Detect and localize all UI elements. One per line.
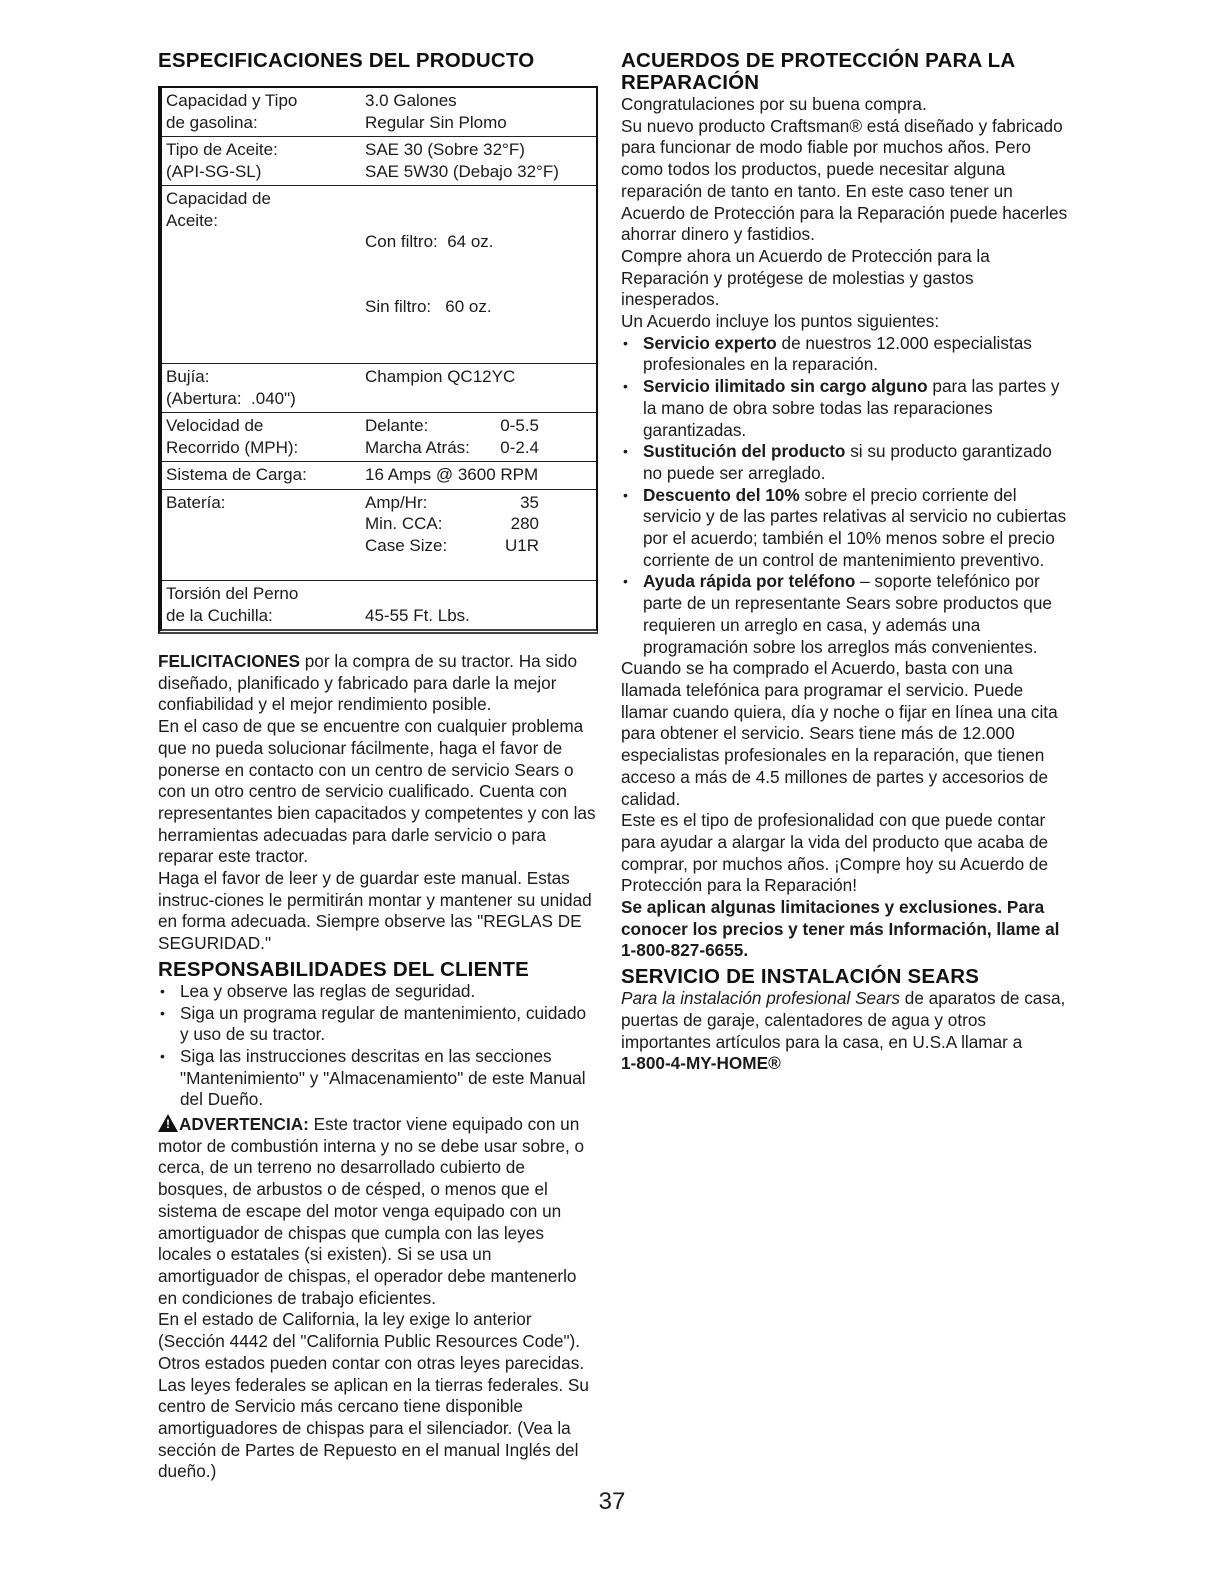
protection-title: ACUERDOS DE PROTECCIÓN PARA LA REPARACIÓN [621, 49, 1015, 94]
service-paragraph: En el caso de que se encuentre con cualquier problema que no pueda solucionar fácilmente, haga el favor de ponerse en contacto con un centro de servicio Sears o con un otro centro de servicio cualificado. Cuenta con representantes bien capacitados y competentes y con las herramientas adecuadas para darle servicio o para reparar este tractor. [158, 716, 596, 867]
spec-row-battery: Batería: Amp/Hr: 35 Min. CCA: 280 Case Size: U1R [162, 490, 596, 582]
manual-paragraph: Haga el favor de leer y de guardar este manual. Estas instruc-ciones le permitirán montar y mantener su unidad en forma adecuada. Siempre observe las "REGLAS DE SEGURIDAD." [158, 868, 592, 954]
warning-paragraph: ! ADVERTENCIA: Este tractor viene equipado con un motor de combustión interna y no se debe usar sobre, o cerca, de un terreno no desarrollado cubierto de bosques, de arbustos o de césped, o menos que el sistema de escape del motor venga equipado con un amortiguador de chispas que cumpla con las leyes locales o estatales (si existen). Si se usa un amortiguador de chispas, el operador debe mantenerlo en condiciones de trabajo eficientes. [158, 1114, 585, 1308]
california-paragraph: En el estado de California, la ley exige lo anterior (Sección 4442 del "California Public Resources Code"). Otros estados pueden contar con otras leyes parecidas. Las leyes federales se aplican en la tierras federales. Su centro de Servicio más cercano tiene disponible amortiguadores de chispas para el silenciador. (Vea la sección de Partes de Repuesto en el manual Inglés del dueño.) [158, 1309, 589, 1482]
list-item: • Siga las instrucciones descritas en las secciones "Mantenimiento" y "Almacenamiento" de este Manual del Dueño. [158, 1046, 596, 1111]
installation-paragraph: Para la instalación profesional Sears de aparatos de casa, puertas de garaje, calentadores de agua y otros importantes artículos para la casa, en U.S.A llamar a 1-800-4-MY-HOME® [621, 988, 1066, 1074]
responsibilities-list [158, 981, 596, 1111]
limitations-note: Se aplican algunas limitaciones y exclusiones. Para conocer los precios y tener más Información, llame al 1-800-827-6655. [621, 897, 1060, 961]
installation-phone: 1-800-4-MY-HOME® [621, 1053, 781, 1074]
list-item: • Siga un programa regular de mantenimiento, cuidado y uso de su tractor. [158, 1003, 596, 1046]
warning-label: ADVERTENCIA: [179, 1114, 309, 1135]
page-number: 37 [598, 1488, 626, 1515]
intro-paragraph: FELICITACIONES por la compra de su tractor. Ha sido diseñado, planificado y fabricado para darle la mejor confiabilidad y el mejor rendimiento posible. [158, 651, 578, 715]
spec-row-oil-capacity: Capacidad de Aceite: Con filtro: 64 oz. Sin filtro: 60 oz. [162, 186, 596, 364]
installation-title: SERVICIO DE INSTALACIÓN SEARS [621, 965, 980, 989]
spec-title: ESPECIFICACIONES DEL PRODUCTO [158, 49, 535, 72]
list-item: • Descuento del 10% sobre el precio corriente del servicio y de las partes relativas al servicio no cubiertas por el acuerdo; también el 10% menos sobre el precio corriente de un control de mantenimiento preventivo. [621, 485, 1071, 572]
list-item: • Lea y observe las reglas de seguridad. [158, 981, 596, 1003]
spec-row-blade-torque: Torsión del Perno de la Cuchilla: 45-55 Ft. Lbs. [166, 584, 470, 625]
list-item: • Servicio experto de nuestros 12.000 especialistas profesionales en la reparación. [621, 333, 1071, 376]
warning-triangle-icon: ! [158, 1114, 178, 1132]
list-item: • Ayuda rápida por teléfono – soporte telefónico por parte de un representante Sears sobre productos que requieren un arreglo en casa, y además una programación sobre los arreglos más convenientes. [621, 571, 1071, 658]
spec-row-speed: Velocidad de Recorrido (MPH): Delante: 0-5.5 Marcha Atrás: 0-2.4 [162, 413, 596, 462]
list-item: • Sustitución del producto si su producto garantizado no puede ser arreglado. [621, 441, 1071, 484]
right-column [621, 50, 1071, 1075]
protection-body-2: Cuando se ha comprado el Acuerdo, basta con una llamada telefónica para programar el servicio. Puede llamar cuando quiera, día y noche o fijar en línea una cita para obtener el servicio. Sears tiene más de 12.000 especialistas profesionales en la reparación, que tienen acceso a más de 4.5 millones de partes y accesorios de calidad. Este es el tipo de profesionalidad con que puede contar para ayudar a alargar la vida del producto que acaba de comprar, por muchos años. ¡Compre hoy su Acuerdo de Protección para la Reparación! Se aplican algunas limitaciones y exclusiones. Para conocer los precios y tener más Información, llame al 1-800-827-6655. [621, 658, 1071, 962]
list-item: • Servicio ilimitado sin cargo alguno para las partes y la mano de obra sobre todas las reparaciones garantizadas. [621, 376, 1071, 441]
responsibilities-title: RESPONSABILIDADES DEL CLIENTE [158, 957, 530, 981]
spec-row-charging: Sistema de Carga: 16 Amps @ 3600 RPM [162, 462, 596, 490]
spec-row-gas: Capacidad y Tipo de gasolina: 3.0 Galones Regular Sin Plomo [162, 88, 596, 137]
spec-row-spark-plug: Bujía: (Abertura: .040") Champion QC12YC [162, 364, 596, 413]
protection-body: Congratulaciones por su buena compra. Su nuevo producto Craftsman® está diseñado y fabricado para funcionar de modo fiable por muchos años. Pero como todos los productos, puede necesitar alguna reparación de tanto en tanto. En este caso tener un Acuerdo de Protección para la Reparación puede hacerles ahorrar dinero y fastidios. Compre ahora un Acuerdo de Protección para la Reparación y protégese de molestias y gastos inesperados. Un Acuerdo incluye los puntos siguientes: [621, 94, 1068, 332]
left-column [158, 50, 596, 1483]
agreement-benefits-list [621, 333, 1071, 659]
intro-section [158, 651, 596, 955]
spec-row-oil: Tipo de Aceite: (API-SG-SL) SAE 30 (Sobre 32°F) SAE 5W30 (Debajo 32°F) [162, 137, 596, 186]
spec-table [158, 86, 598, 634]
